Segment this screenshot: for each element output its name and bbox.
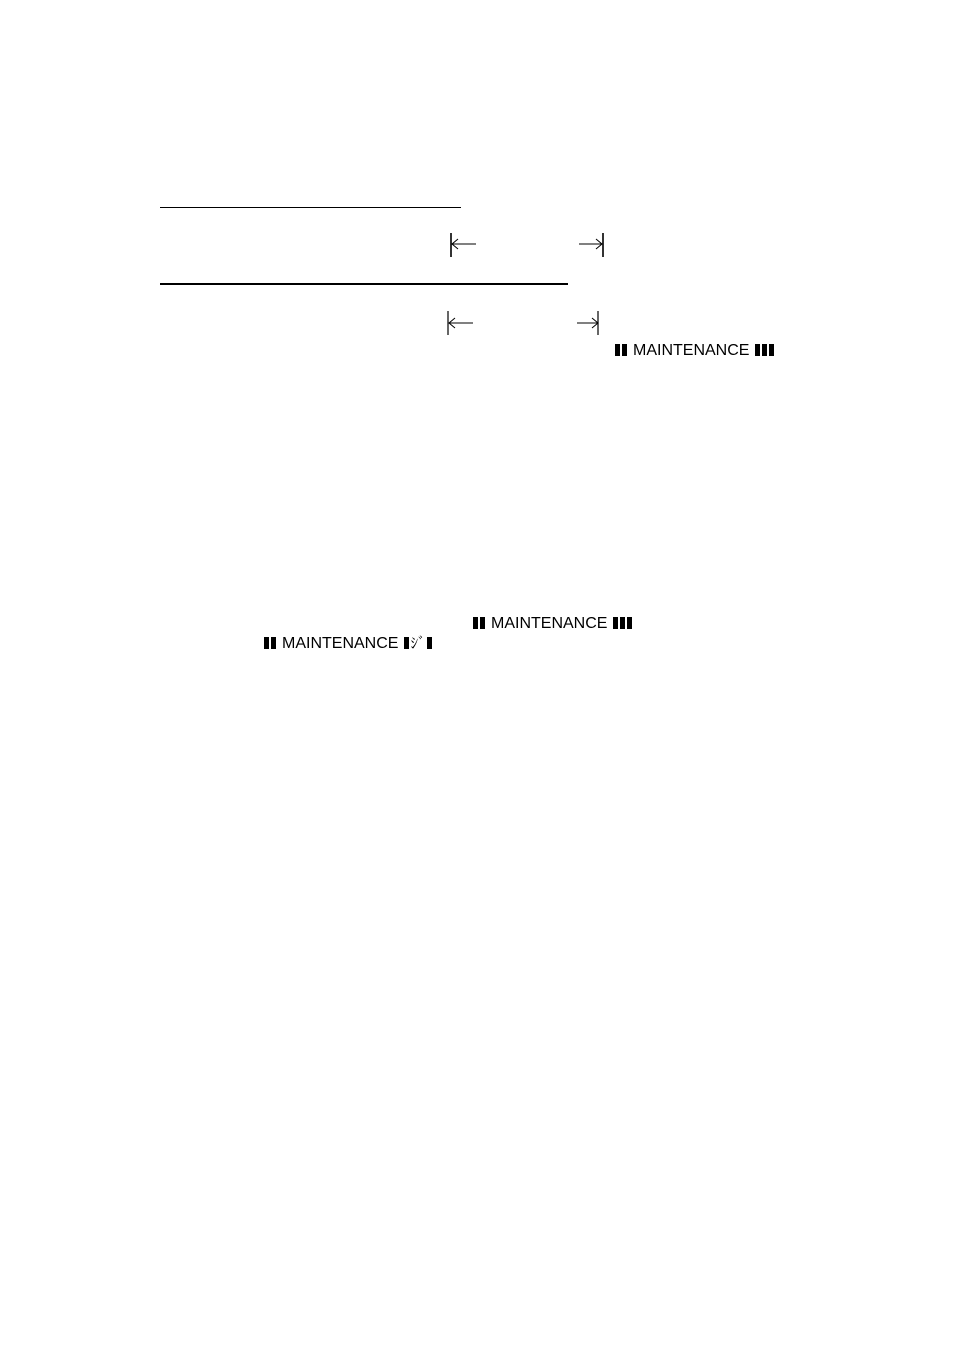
maintenance-label: MAINTENANCE (633, 342, 750, 359)
lcd-maintenance-line (615, 342, 774, 360)
maintenance-label: MAINTENANCE (282, 635, 399, 652)
lcd-block-icon (427, 637, 432, 649)
lcd-block-icon (613, 617, 618, 629)
horizontal-rule-thin (160, 207, 461, 208)
dimension-arrow-icon (449, 232, 605, 258)
lcd-block-icon (762, 344, 767, 356)
lcd-block-icon (627, 617, 632, 629)
lcd-block-icon (755, 344, 760, 356)
lcd-block-icon (622, 344, 627, 356)
lcd-block-icon (620, 617, 625, 629)
lcd-block-icon (769, 344, 774, 356)
horizontal-rule-thick (160, 283, 568, 285)
lcd-maintenance-line (473, 615, 632, 633)
lcd-block-icon (473, 617, 478, 629)
lcd-block-icon (264, 637, 269, 649)
maintenance-label: MAINTENANCE (491, 615, 608, 632)
lcd-maintenance-line (264, 635, 432, 653)
dimension-arrow-icon (446, 310, 600, 336)
lcd-block-icon (404, 637, 409, 649)
lcd-block-icon (615, 344, 620, 356)
lcd-block-icon (271, 637, 276, 649)
lcd-block-icon (480, 617, 485, 629)
lcd-katakana-glyph: ｼﾞ (410, 635, 426, 652)
